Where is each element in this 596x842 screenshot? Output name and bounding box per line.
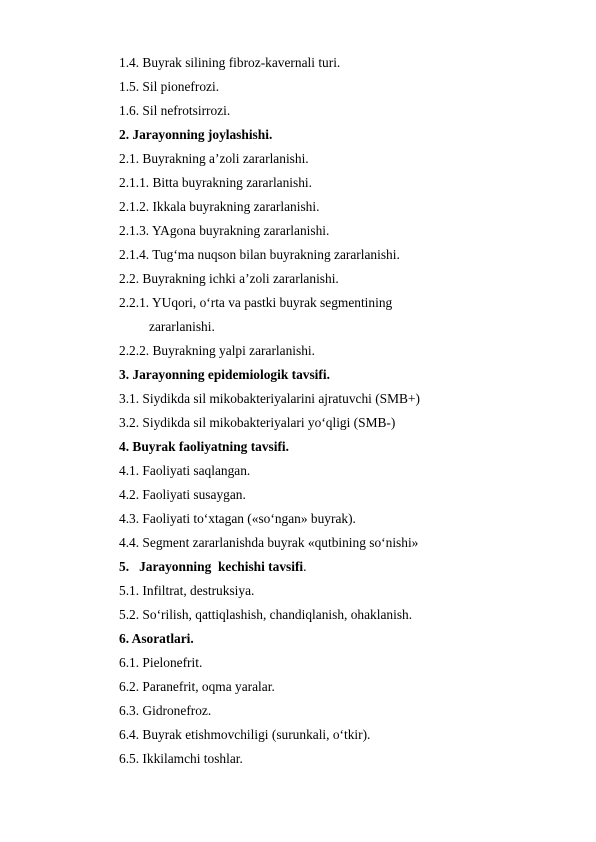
section-heading xyxy=(119,559,307,575)
list-item: 6.5. Ikkilamchi toshlar. xyxy=(119,751,243,766)
list-item: 4.4. Segment zararlanishda buyrak «qutbining so‘nishi» xyxy=(119,535,419,550)
list-item: 2.1.2. Ikkala buyrakning zararlanishi. xyxy=(119,199,320,214)
section-heading: 6. Asoratlari. xyxy=(119,631,194,646)
list-item: 4.2. Faoliyati susaygan. xyxy=(119,487,246,502)
list-item: 2.1. Buyrakning a’zoli zararlanishi. xyxy=(119,151,309,166)
list-item: 6.4. Buyrak etishmovchiligi (surunkali, o‘tkir). xyxy=(119,727,371,742)
list-item: 2.1.1. Bitta buyrakning zararlanishi. xyxy=(119,175,313,190)
section-heading: 3. Jarayonning epidemiologik tavsifi. xyxy=(119,367,330,382)
list-item: 5.2. So‘rilish, qattiqlashish, chandiqlanish, ohaklanish. xyxy=(119,607,413,622)
section-heading: 2. Jarayonning joylashishi. xyxy=(119,127,273,142)
list-item: 1.5. Sil pionefrozi. xyxy=(119,79,220,94)
section-heading: 4. Buyrak faoliyatning tavsifi. xyxy=(119,439,290,454)
list-item: 5.1. Infiltrat, destruksiya. xyxy=(119,583,255,598)
list-item: 6.1. Pielonefrit. xyxy=(119,655,203,670)
section-heading-period: . xyxy=(303,559,307,574)
list-item: 1.6. Sil nefrotsirrozi. xyxy=(119,103,231,118)
section-heading-text: 5. Jarayonning kechishi tavsifi xyxy=(119,559,304,574)
list-item-continuation: zararlanishi. xyxy=(149,319,215,334)
list-item: 2.2.2. Buyrakning yalpi zararlanishi. xyxy=(119,343,315,358)
list-item: 6.3. Gidronefroz. xyxy=(119,703,212,718)
list-item: 4.1. Faoliyati saqlangan. xyxy=(119,463,251,478)
list-item: 4.3. Faoliyati to‘xtagan («so‘ngan» buyrak). xyxy=(119,511,356,526)
list-item: 1.4. Buyrak silining fibroz-kavernali turi. xyxy=(119,55,341,70)
list-item: 6.2. Paranefrit, oqma yaralar. xyxy=(119,679,275,694)
list-item: 2.1.4. Tug‘ma nuqson bilan buyrakning zararlanishi. xyxy=(119,247,400,262)
list-item: 3.2. Siydikda sil mikobakteriyalari yo‘qligi (SMB-) xyxy=(119,415,396,430)
list-item: 2.1.3. YAgona buyrakning zararlanishi. xyxy=(119,223,330,238)
list-item: 2.2. Buyrakning ichki a’zoli zararlanishi. xyxy=(119,271,339,286)
list-item: 3.1. Siydikda sil mikobakteriyalarini ajratuvchi (SMB+) xyxy=(119,391,420,406)
list-item: 2.2.1. YUqori, o‘rta va pastki buyrak segmentining xyxy=(119,295,393,310)
